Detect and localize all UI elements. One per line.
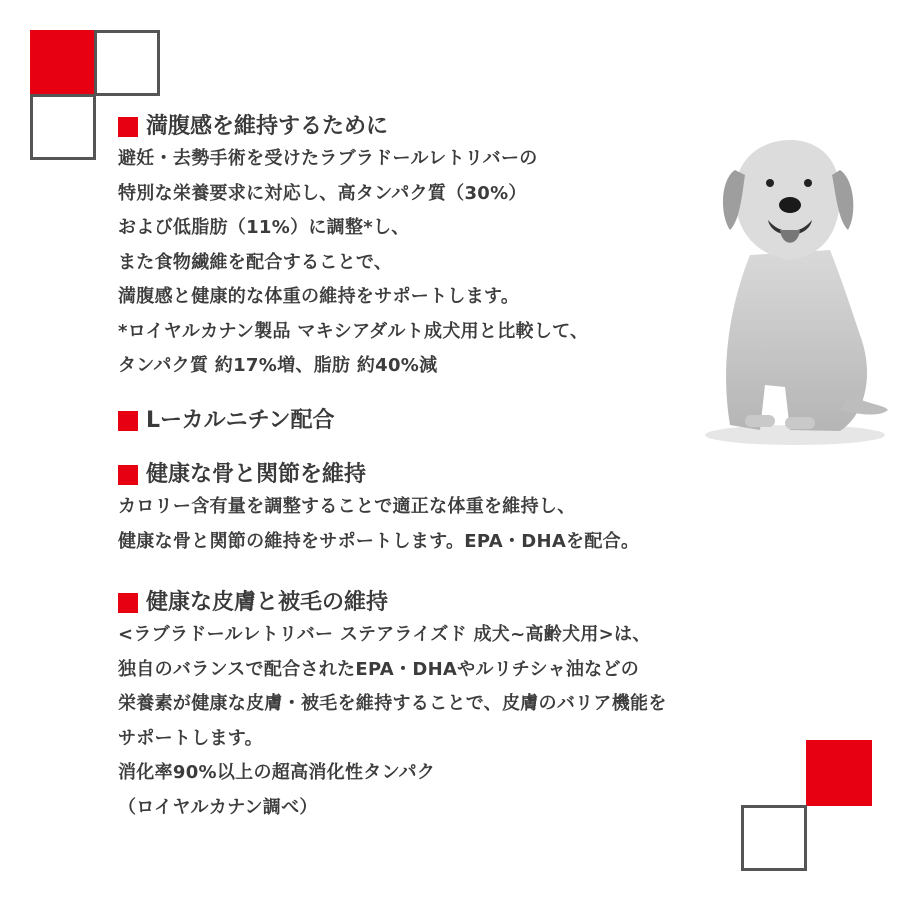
body-line: 満腹感と健康的な体重の維持をサポートします。 bbox=[118, 286, 520, 307]
body-line: および低脂肪（11%）に調整*し、 bbox=[118, 217, 410, 238]
section-heading bbox=[118, 460, 639, 490]
body-line: 栄養素が健康な皮膚・被毛を維持することで、皮膚のバリア機能を bbox=[118, 693, 667, 714]
red-bullet-icon bbox=[118, 465, 138, 485]
body-line: タンパク質 約17%増、脂肪 約40%減 bbox=[118, 355, 438, 376]
decorative-outline-square-top-left bbox=[30, 94, 96, 160]
section-l-carnitine bbox=[118, 406, 334, 436]
body-line: 避妊・去勢手術を受けたラブラドールレトリバーの bbox=[118, 148, 538, 169]
body-line: 特別な栄養要求に対応し、高タンパク質（30%） bbox=[118, 182, 527, 204]
section-title: 健康な皮膚と被毛の維持 bbox=[146, 590, 389, 615]
section-skin-coat bbox=[118, 588, 667, 825]
body-line: 独自のバランスで配合されたEPA・DHAやルリチシャ油などの bbox=[118, 658, 640, 680]
section-heading bbox=[118, 112, 588, 142]
body-line: カロリー含有量を調整することで適正な体重を維持し、 bbox=[118, 496, 576, 517]
labrador-dog-image bbox=[690, 135, 890, 455]
body-line: <ラブラドールレトリバー ステアライズド 成犬~高齢犬用>は、 bbox=[118, 624, 651, 645]
red-bullet-icon bbox=[118, 411, 138, 431]
decorative-red-square-bottom bbox=[806, 740, 872, 806]
section-satiety bbox=[118, 112, 588, 384]
section-title: Lーカルニチン配合 bbox=[146, 408, 335, 433]
body-line: 健康な骨と関節の維持をサポートします。EPA・DHAを配合。 bbox=[118, 530, 640, 552]
decorative-outline-square-top-right bbox=[94, 30, 160, 96]
decorative-red-square-top bbox=[30, 30, 96, 96]
body-line: （ロイヤルカナン調べ） bbox=[118, 796, 318, 818]
section-heading bbox=[118, 588, 667, 618]
body-line: また食物繊維を配合することで、 bbox=[118, 251, 393, 273]
decorative-outline-square-bottom bbox=[741, 805, 807, 871]
section-title: 健康な骨と関節を維持 bbox=[146, 462, 367, 487]
body-line: 消化率90%以上の超高消化性タンパク bbox=[118, 762, 436, 783]
red-bullet-icon bbox=[118, 593, 138, 613]
section-title: 満腹感を維持するために bbox=[146, 114, 389, 139]
body-line: *ロイヤルカナン製品 マキシアダルト成犬用と比較して、 bbox=[118, 320, 589, 342]
section-heading bbox=[118, 406, 334, 436]
body-line: サポートします。 bbox=[118, 727, 263, 749]
section-bones-joints bbox=[118, 460, 639, 559]
red-bullet-icon bbox=[118, 117, 138, 137]
